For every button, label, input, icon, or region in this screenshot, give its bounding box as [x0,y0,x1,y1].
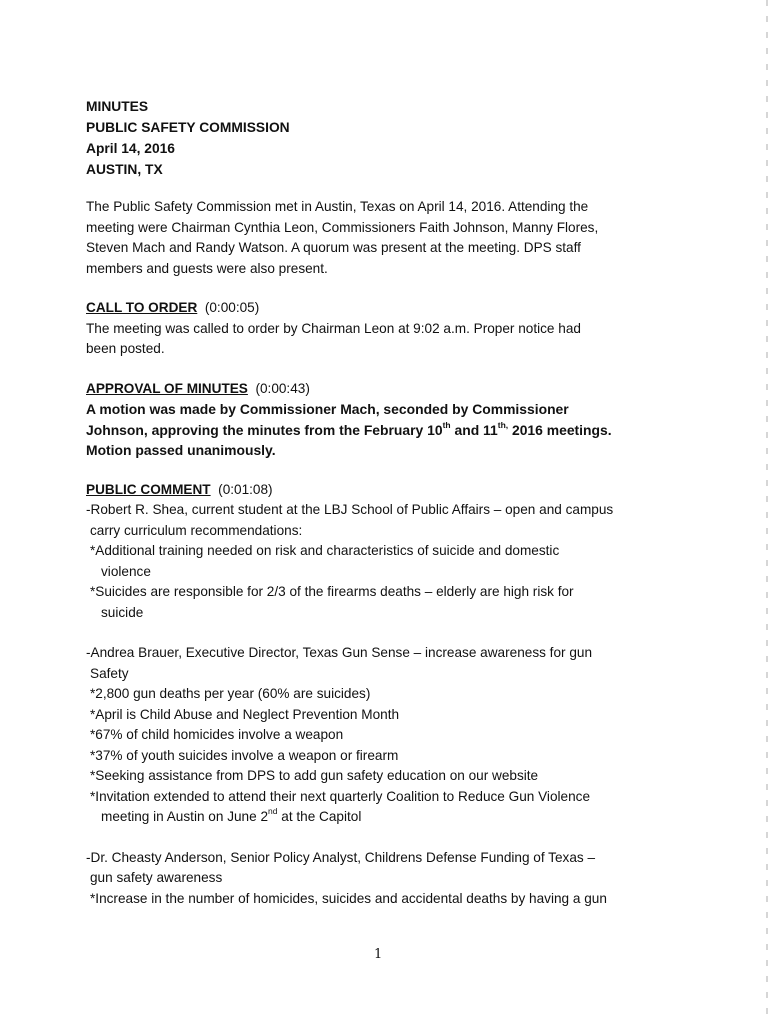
comment-bullet: *Additional training needed on risk and characteristics of suicide and domestic [90,543,560,558]
intro-line: meeting were Chairman Cynthia Leon, Commissioners Faith Johnson, Manny Flores, [86,219,599,235]
approval-title: APPROVAL OF MINUTES [86,380,248,396]
comment-line: meeting in Austin on June 2nd at the Capitol [101,806,362,824]
comment-line: carry curriculum recommendations: [90,522,303,538]
public-comment-time: (0:01:08) [218,481,273,497]
approval-time: (0:00:43) [255,380,310,396]
public-comment-section [86,480,686,910]
comment-bullet: *Increase in the number of homicides, suicides and accidental deaths by having a gun [90,890,607,906]
public-comment-title: PUBLIC COMMENT [86,481,211,497]
intro-line: The Public Safety Commission met in Austin, Texas on April 14, 2016. Attending the [86,199,589,214]
call-to-order-section [86,298,686,360]
comment-anderson [86,848,686,910]
comment-brauer [86,643,686,828]
header-date: April 14, 2016 [86,141,175,156]
header-commission: PUBLIC SAFETY COMMISSION [86,120,290,135]
comment-bullet: *Seeking assistance from DPS to add gun safety education on our website [90,768,539,783]
intro-line: members and guests were also present. [86,260,328,276]
document-body [86,96,686,909]
call-to-order-line: been posted. [86,341,165,356]
call-to-order-time: (0:00:05) [204,300,260,315]
comment-line: violence [101,563,151,579]
approval-motion-line: Johnson, approving the minutes from the February 10th and $11^{th,}$ 2016 meetings. [86,419,612,438]
comment-line: Safety [90,665,129,681]
scan-edge [766,0,768,1024]
comment-shea [86,500,686,623]
header-minutes: MINUTES [86,99,149,114]
intro-line: Steven Mach and Randy Watson. A quorum was present at the meeting. DPS staff [86,240,581,255]
comment-bullet: *Invitation extended to attend their next quarterly Coalition to Reduce Gun Violence [90,788,591,804]
call-to-order-line: The meeting was called to order by Chairman Leon at 9:02 a.m. Proper notice had [86,320,581,336]
comment-line: gun safety awareness [90,870,223,885]
comment-bullet: *Suicides are responsible for 2/3 of the firearms deaths – elderly are high risk for [90,584,574,599]
comment-line: suicide [101,604,144,620]
comment-bullet: *April is Child Abuse and Neglect Prevention Month [90,706,400,722]
page-number: 1 [374,947,383,962]
comment-bullet: *67% of child homicides involve a weapon [90,727,344,742]
comment-line: -Andrea Brauer, Executive Director, Texas Gun Sense – increase awareness for gun [86,645,593,660]
comment-line: -Dr. Cheasty Anderson, Senior Policy Analyst, Childrens Defense Funding of Texas – [86,849,596,865]
comment-bullet: *37% of youth suicides involve a weapon or firearm [90,747,399,763]
comment-line: -Robert R. Shea, current student at the LBJ School of Public Affairs – open and campus [86,502,614,517]
intro-paragraph [86,197,686,279]
approval-motion-line: A motion was made by Commissioner Mach, seconded by Commissioner [86,401,569,417]
header-location: AUSTIN, TX [86,162,163,177]
call-to-order-title: CALL TO ORDER [86,300,198,315]
comment-bullet: *2,800 gun deaths per year (60% are suicides) [90,686,371,701]
approval-section [86,379,686,461]
approval-result-line: Motion passed unanimously. [86,442,276,458]
